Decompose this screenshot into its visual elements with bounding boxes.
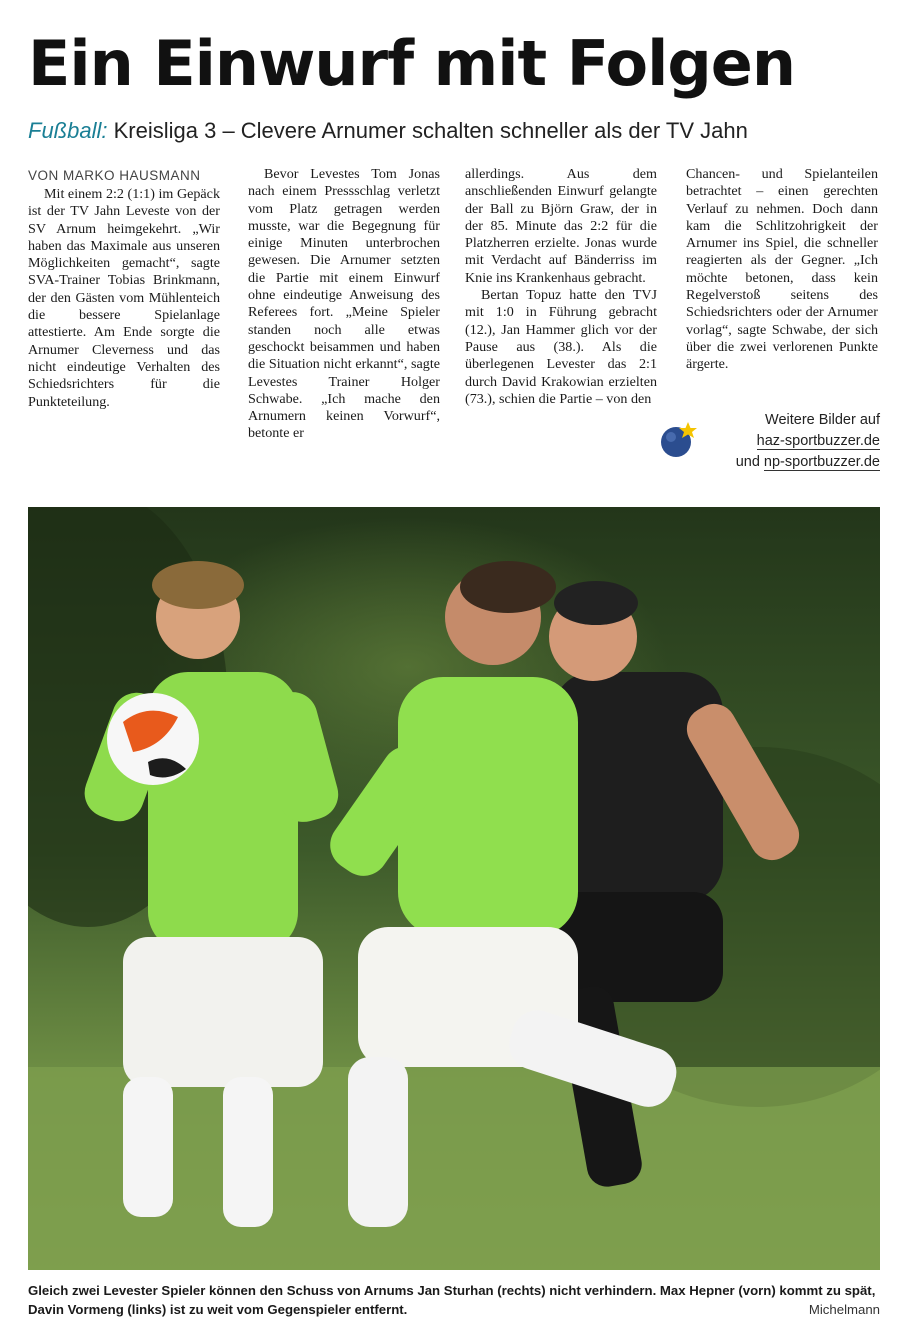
sportbuzzer-promo xyxy=(658,410,880,474)
article-paragraph: allerdings. Aus dem anschließenden Einwurf gelangte der Ball zu Björn Graw, der in der 85. Minute das 2:2 für die Platzherren erzielte. Jonas wurde mit Verdacht auf Bänderriss im Knie ins Krankenhaus gebracht. xyxy=(465,166,657,286)
article-column-4 xyxy=(686,166,878,374)
promo-text xyxy=(736,410,880,473)
section-kicker: Fußball: xyxy=(28,118,108,143)
promo-connector: und xyxy=(735,454,760,470)
promo-line: Weitere Bilder auf xyxy=(765,412,880,428)
football xyxy=(107,693,199,785)
article-column-3 xyxy=(465,166,657,408)
subheadline xyxy=(28,116,748,146)
match-photo-illustration xyxy=(28,507,880,1270)
promo-link-np[interactable]: np-sportbuzzer.de xyxy=(763,454,880,470)
byline: VON MARKO HAUSMANN xyxy=(28,168,201,183)
article-paragraph: Chancen- und Spielanteilen betrachtet – einen gerechten Verlauf zu nehmen. Doch dann kam die Schlitzohrigkeit der Arnumer ins Spiel, die schneller reagierten als der Gegner. „Ich möchte betonen, dass kein Regelverstoß seitens des Schiedsrichters oder der Arnumer vorlag“, sagte Schwabe, der sich über die zwei verlorenen Punkte ärgerte. xyxy=(686,166,878,373)
article-paragraph: Bevor Levestes Tom Jonas nach einem Pressschlag verletzt vom Platz getragen werden musste, war die Begegnung für einige Minuten unterbrochen gewesen. Die Arnumer setzten die Partie mit einem Einwurf ohne eindeutige Anweisung des Referees fort. „Meine Spieler standen noch alle etwas geschockt beisammen und haben die Situation nicht erkannt“, sagte Levestes Trainer Holger Schwabe. „Ich mache den Arnumern keinen Vorwurf“, betonte er xyxy=(248,166,440,442)
subheadline-text: Kreisliga 3 – Clevere Arnumer schalten schneller als der TV Jahn xyxy=(113,118,748,143)
promo-link-haz[interactable]: haz-sportbuzzer.de xyxy=(756,433,880,449)
article-column-1 xyxy=(28,166,220,411)
match-photo xyxy=(28,507,880,1270)
headline: Ein Einwurf mit Folgen xyxy=(28,27,795,100)
photo-caption: Gleich zwei Levester Spieler können den Schuss von Arnums Jan Sturhan (rechts) nicht verhindern. Max Hepner (vorn) kommt zu spät, Davin Vormeng (links) ist zu weit vom Gegenspieler entfernt. xyxy=(28,1283,876,1317)
photo-credit: Michelmann xyxy=(808,1302,880,1317)
article-paragraph: Bertan Topuz hatte den TVJ mit 1:0 in Führung gebracht (12.), Jan Hammer glich vor der Pause aus (38.). Als die überlegenen Levester das 2:1 durch David Krakowian erzielten (73.), schien die Partie – von den xyxy=(465,287,657,407)
article-paragraph: Mit einem 2:2 (1:1) im Gepäck ist der TV Jahn Leveste von der SV Arnum heimgekehrt. „Wir haben das Maximale aus unseren Möglichkeiten gemacht“, sagte SVA-Trainer Tobias Brinkmann, der den Gästen vom Mühlenteich die bessere Spielanlage attestierte. Am Ende sorgte die Arnumer Cleverness und das nicht eindeutige Verhalten des Schiedsrichters für die Punkteteilung. xyxy=(28,186,220,410)
sportbuzzer-ball-icon xyxy=(658,420,698,460)
article-column-2 xyxy=(248,166,440,443)
